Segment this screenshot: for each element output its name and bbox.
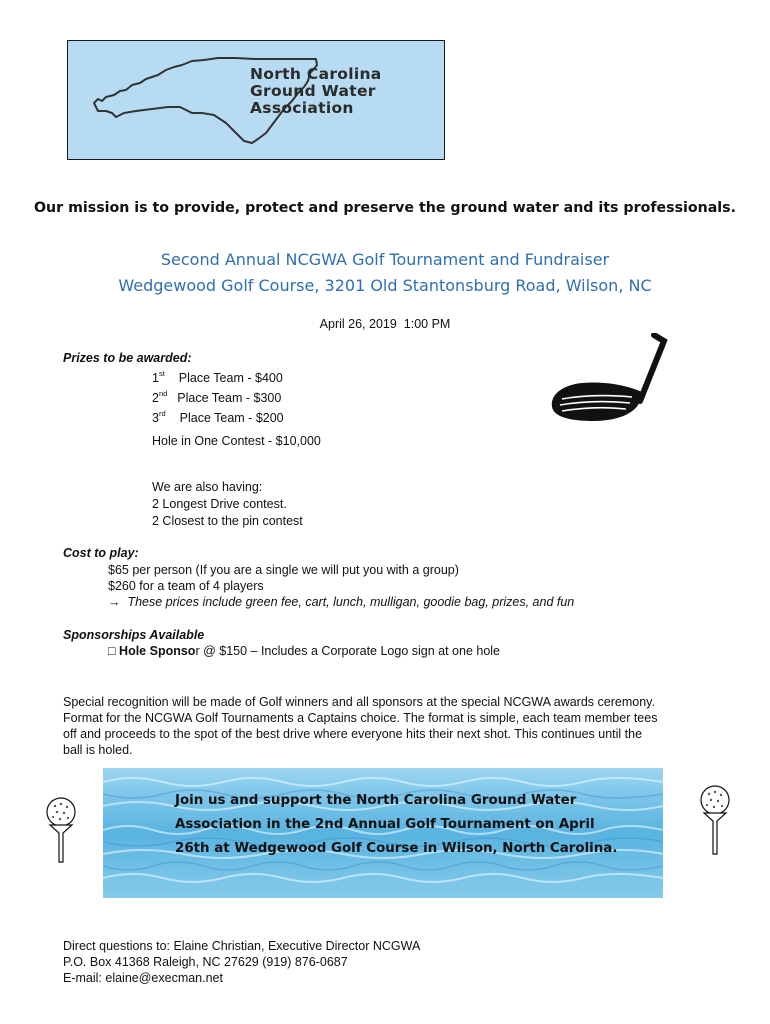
event-venue: Wedgewood Golf Course, 3201 Old Stantonsburg Road, Wilson, NC [118,276,652,295]
cost-team: $260 for a team of 4 players [108,579,264,593]
cost-includes: → These prices include green fee, cart, lunch, mulligan, goodie bag, prizes, and fun [108,595,575,609]
hole-in-one-contest: Hole in One Contest - $10,000 [152,434,321,448]
event-date-time [0,317,770,331]
golf-ball-on-tee-icon [44,796,78,866]
golf-club-icon [548,333,688,425]
prizes-heading: Prizes to be awarded: [63,351,192,365]
contact-line: Direct questions to: Elaine Christian, Executive Director NCGWA [63,939,421,953]
also-having-heading: We are also having: [152,480,263,494]
prize-item: 3rd Place Team - $200 [152,409,284,425]
contest-item: 2 Longest Drive contest. [152,497,287,511]
logo-line: Ground Water [250,82,376,100]
cost-heading: Cost to play: [63,546,139,560]
arrow-icon: → [108,595,121,609]
banner-text [175,789,645,861]
sponsorships-heading: Sponsorships Available [63,628,205,642]
contact-line: P.O. Box 41368 Raleigh, NC 27629 (919) 876-0687 [63,955,348,969]
prize-item: 1st Place Team - $400 [152,369,283,385]
logo-line: North Carolina [250,65,382,83]
hole-sponsor-option: □ Hole Sponsor @ $150 – Includes a Corporate Logo sign at one hole [108,644,501,658]
contest-item: 2 Closest to the pin contest [152,514,303,528]
logo-text [250,66,382,117]
golf-ball-on-tee-icon [698,784,732,856]
banner-line: Join us and support the North Carolina Ground Water [175,793,577,808]
contact-block [63,938,420,986]
recognition-paragraph: Special recognition will be made of Golf winners and all sponsors at the special NCGWA awards ceremony. Format for the NCGWA Golf Tournaments a Captains choice. The format is simple, each team member tees off and proceeds to the spot of the best drive where everyone hits their next shot. This continues until the ball is holed. [63,695,658,757]
cost-per-person: $65 per person (If you are a single we will put you with a group) [108,563,459,577]
logo-line: Association [250,99,354,117]
banner-line: 26th at Wedgewood Golf Course in Wilson, North Carolina. [175,841,618,856]
checkbox-icon: □ [108,644,116,658]
ncgwa-logo [67,40,445,160]
event-title: Second Annual NCGWA Golf Tournament and Fundraiser [160,250,610,269]
prize-item: 2nd Place Team - $300 [152,389,282,405]
banner-line: Association in the 2nd Annual Golf Tournament on April [175,817,595,832]
event-time: 1:00 PM [403,317,451,331]
water-banner [103,768,663,898]
contact-email: E-mail: elaine@execman.net [63,971,223,985]
prize-list [152,366,284,426]
event-date: April 26, 2019 [319,317,397,331]
mission-statement: Our mission is to provide, protect and preserve the ground water and its professionals. [34,200,736,216]
